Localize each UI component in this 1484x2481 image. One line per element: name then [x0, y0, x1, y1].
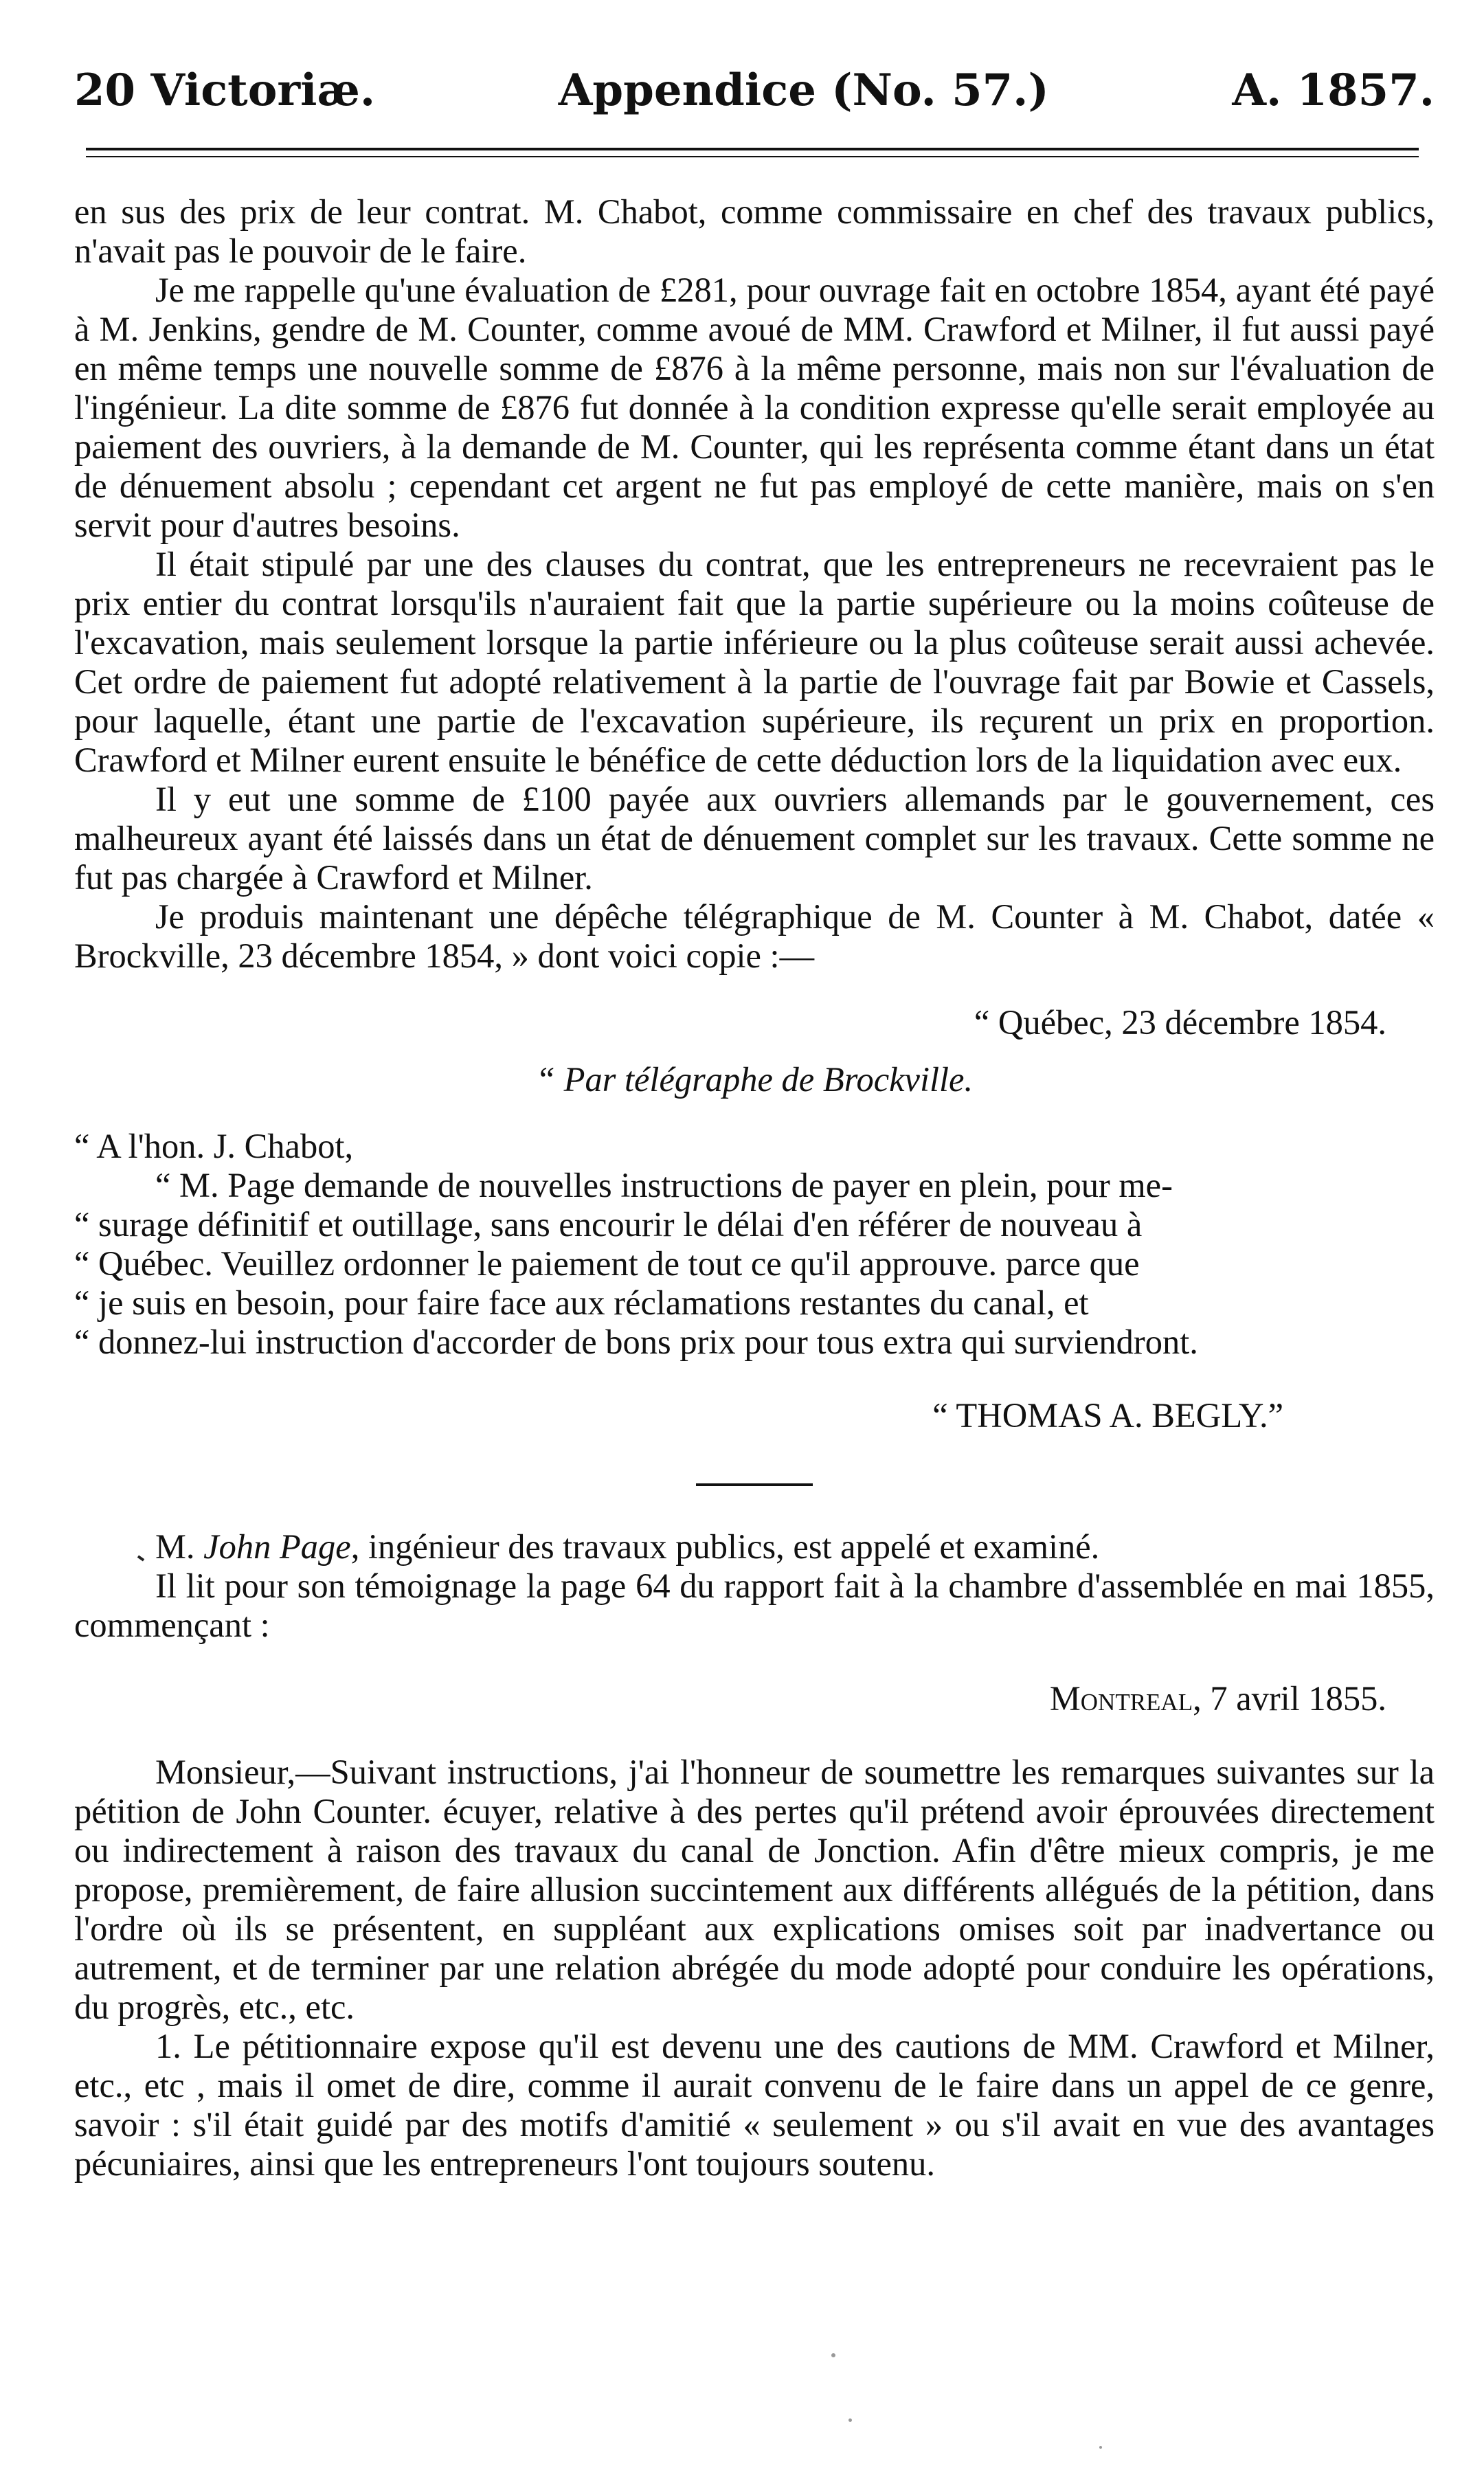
- witness-intro: [74, 1527, 1435, 1567]
- paragraph-evaluation: Je me rappelle qu'une évaluation de £281, pour ouvrage fait en octobre 1854, ayant été payé à M. Jenkins, gendre de M. Counter, comme avoué de MM. Crawford et Milner, il fut aussi payé en même temps une nouvelle somme de £876 à la même personne, mais non sur l'évaluation de l'ingénieur. La dite somme de £876 fut donnée à la condition expresse qu'elle serait employée au paiement des ouvriers, à la demande de M. Counter, qui les représenta comme étant dans un état de dénuement absolu ; cependant cet argent ne fut pas employé de cette manière, mais on s'en servit pour d'autres besoins.: [74, 271, 1435, 544]
- header-rule-thin: [86, 156, 1419, 157]
- telegram-line: “ donnez-lui instruction d'accorder de bons prix pour tous extra qui surviendront.: [74, 1323, 1198, 1361]
- header-rule-thick: [86, 148, 1419, 150]
- letter-paragraph-1: Monsieur,—Suivant instructions, j'ai l'honneur de soumettre les remarques suivantes sur la pétition de John Counter. écuyer, relative à des pertes qu'il prétend avoir éprouvées directement ou indirectement à raison des travaux du canal de Jonction. Afin d'être mieux compris, je me propose, premièrement, de faire allusion succintement aux différents allégués de la pétition, dans l'ordre où ils se présentent, en suppléant aux explications omises soit par inadvertance ou autrement, et de terminer par une relation abrégée du mode adopté pour conduire les opérations, du progrès, etc., etc.: [74, 1753, 1435, 2026]
- paragraph-telegram-intro: Je produis maintenant une dépêche télégraphique de M. Counter à M. Chabot, datée « Brockville, 23 décembre 1854, » dont voici copie :—: [74, 897, 1435, 975]
- telegram-line: “ surage définitif et outillage, sans encourir le délai d'en référer de nouveau à: [74, 1205, 1143, 1244]
- paragraph-contract-clause: Il était stipulé par une des clauses du contrat, que les entrepreneurs ne recevraient pas le prix entier du contrat lorsqu'ils n'auraient fait que la partie supérieure ou la moins coûteuse de l'excavation, mais seulement lorsque la partie inférieure ou la plus coûteuse serait aussi achevée. Cet ordre de paiement fut adopté relativement à la partie de l'ouvrage fait par Bowie et Cassels, pour laquelle, étant une partie de l'excavation supérieure, ils reçurent un prix en proportion. Crawford et Milner eurent ensuite le bénéfice de cette déduction lors de la liquidation avec eux.: [74, 545, 1435, 779]
- telegram-line: “ Québec. Veuillez ordonner le paiement de tout ce qu'il approuve. parce que: [74, 1244, 1140, 1283]
- telegram-dateline: “ Québec, 23 décembre 1854.: [974, 1003, 1386, 1042]
- paragraph-german-workers: Il y eut une somme de £100 payée aux ouvriers allemands par le gouvernement, ces malheureux ayant été laissés dans un état de dénuement complet sur les travaux. Cette somme ne fut pas chargée à Crawford et Milner.: [74, 780, 1435, 897]
- letter-paragraph-2: 1. Le pétitionnaire expose qu'il est devenu une des cautions de MM. Crawford et Milner, etc., etc , mais il omet de dire, comme il aurait convenu de le faire dans un appel de ce genre, savoir : s'il était guidé par des motifs d'amitié « seulement » ou s'il avait en vue des avantages pécuniaires, ainsi que les entrepreneurs l'ont toujours soutenu.: [74, 2027, 1435, 2183]
- testimony-intro: Il lit pour son témoignage la page 64 du rapport fait à la chambre d'assemblée en mai 1855, commençant :: [74, 1567, 1435, 1644]
- witness-prefix: M.: [155, 1527, 195, 1566]
- witness-name: John Page: [203, 1527, 351, 1566]
- scan-speck: [1099, 2446, 1102, 2449]
- telegram-via: “ Par télégraphe de Brockville.: [535, 1060, 974, 1099]
- section-divider: [696, 1483, 813, 1486]
- running-header: [74, 59, 1435, 121]
- scan-speck: [848, 2418, 852, 2422]
- telegram-line: “ M. Page demande de nouvelles instructions de payer en plein, pour me-: [155, 1166, 1173, 1204]
- header-year: A. 1857.: [1232, 64, 1435, 116]
- paragraph-continuation: en sus des prix de leur contrat. M. Chabot, comme commissaire en chef des travaux publics, n'avait pas le pouvoir de le faire.: [74, 192, 1435, 270]
- letter-place: Montreal: [1049, 1679, 1193, 1718]
- scan-speck: [831, 2353, 835, 2357]
- telegram-signature: “ THOMAS A. BEGLY.”: [932, 1396, 1283, 1435]
- letter-dateline: [74, 1679, 1435, 1718]
- header-appendix: Appendice (No. 57.): [558, 64, 1049, 116]
- telegram-salutation: “ A l'hon. J. Chabot,: [74, 1127, 354, 1165]
- letter-date: , 7 avril 1855.: [1193, 1679, 1386, 1718]
- header-session: 20 Victoriæ.: [74, 64, 376, 116]
- witness-title: , ingénieur des travaux publics, est appelé et examiné.: [350, 1527, 1100, 1566]
- body-text: [74, 192, 1435, 2183]
- telegram-line: “ je suis en besoin, pour faire face aux réclamations restantes du canal, et: [74, 1283, 1089, 1322]
